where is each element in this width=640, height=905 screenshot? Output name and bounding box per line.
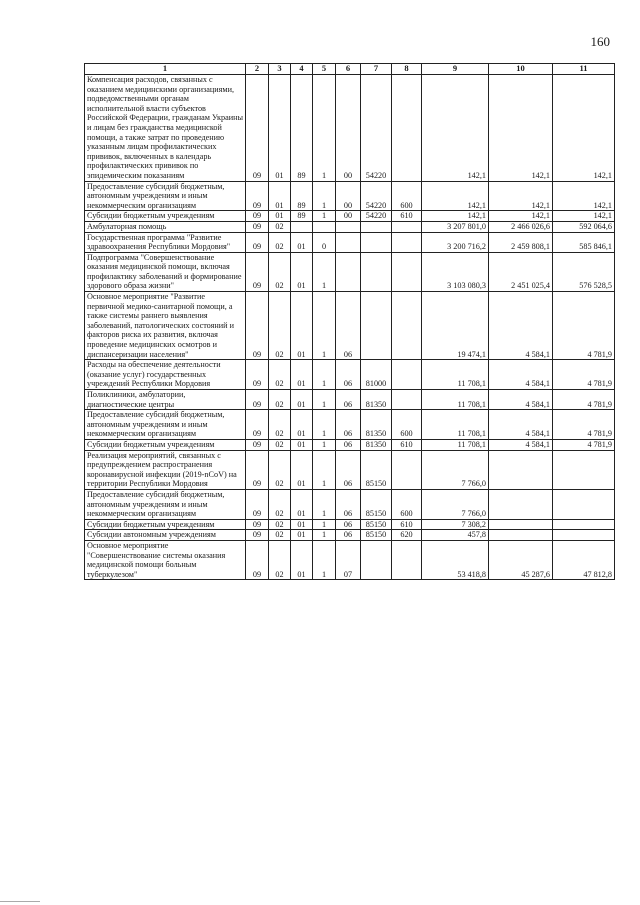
amount-cell: 4 781,9 [553,439,615,450]
code-cell: 1 [313,211,336,222]
amount-cell: 576 528,5 [553,252,615,291]
code-cell: 06 [336,292,361,360]
code-cell: 01 [291,450,313,489]
row-name-cell: Реализация мероприятий, связанных с предупреждением распространения коронавирусной инфекции (2019-nCoV) на территории Республики Мордовия [85,450,246,489]
code-cell: 89 [291,211,313,222]
table-row [85,410,615,440]
table-row [85,530,615,541]
amount-cell: 142,1 [422,75,489,182]
row-name-cell: Расходы на обеспечение деятельности (оказание услуг) государственных учреждений Республики Мордовия [85,360,246,390]
table-row [85,75,615,182]
code-cell: 02 [269,292,291,360]
code-cell: 01 [291,489,313,519]
code-cell: 06 [336,360,361,390]
code-cell [392,232,422,252]
amount-cell [553,519,615,530]
amount-cell: 142,1 [422,181,489,211]
code-cell: 09 [246,540,269,579]
code-cell: 02 [269,232,291,252]
column-header: 10 [489,64,553,75]
code-cell [392,75,422,182]
code-cell: 85150 [361,489,392,519]
amount-cell: 4 781,9 [553,292,615,360]
code-cell: 06 [336,530,361,541]
amount-cell: 53 418,8 [422,540,489,579]
amount-cell: 142,1 [489,75,553,182]
code-cell: 02 [269,489,291,519]
code-cell: 07 [336,540,361,579]
code-cell: 1 [313,410,336,440]
amount-cell: 7 308,2 [422,519,489,530]
code-cell: 06 [336,450,361,489]
budget-table [84,63,615,580]
amount-cell: 2 466 026,6 [489,221,553,232]
code-cell: 54220 [361,181,392,211]
code-cell [291,221,313,232]
code-cell: 1 [313,519,336,530]
table-header-row [85,64,615,75]
code-cell: 01 [291,540,313,579]
code-cell [392,390,422,410]
code-cell: 01 [269,75,291,182]
code-cell: 1 [313,540,336,579]
code-cell: 54220 [361,75,392,182]
column-header: 9 [422,64,489,75]
code-cell: 02 [269,450,291,489]
code-cell: 01 [291,360,313,390]
code-cell: 01 [269,181,291,211]
code-cell: 600 [392,489,422,519]
code-cell: 600 [392,410,422,440]
code-cell: 09 [246,450,269,489]
amount-cell [489,530,553,541]
amount-cell: 47 812,8 [553,540,615,579]
amount-cell: 4 781,9 [553,410,615,440]
column-header: 6 [336,64,361,75]
row-name-cell: Основное мероприятие "Развитие первичной медико-санитарной помощи, а также системы раннего выявления заболеваний, патологических состояний и факторов риска их развития, включая проведение медицинских осмотров и диспансеризации населения" [85,292,246,360]
table-row [85,221,615,232]
row-name-cell: Субсидии бюджетным учреждениям [85,211,246,222]
amount-cell: 142,1 [553,75,615,182]
row-name-cell: Основное мероприятие "Совершенствование системы оказания медицинской помощи больным туберкулезом" [85,540,246,579]
amount-cell: 4 584,1 [489,439,553,450]
code-cell: 09 [246,221,269,232]
amount-cell: 11 708,1 [422,390,489,410]
code-cell: 85150 [361,450,392,489]
amount-cell [489,489,553,519]
table-row [85,519,615,530]
amount-cell [553,450,615,489]
code-cell: 00 [336,75,361,182]
table-row [85,360,615,390]
code-cell [313,221,336,232]
code-cell: 02 [269,360,291,390]
table-row [85,439,615,450]
code-cell: 610 [392,439,422,450]
column-header: 4 [291,64,313,75]
table-row [85,181,615,211]
code-cell: 81350 [361,390,392,410]
table-row [85,292,615,360]
amount-cell [553,530,615,541]
code-cell: 81350 [361,410,392,440]
code-cell: 06 [336,519,361,530]
code-cell: 01 [291,530,313,541]
code-cell: 1 [313,292,336,360]
code-cell: 06 [336,390,361,410]
code-cell [361,232,392,252]
code-cell [392,450,422,489]
amount-cell: 142,1 [489,211,553,222]
code-cell [336,252,361,291]
row-name-cell: Субсидии автономным учреждениям [85,530,246,541]
code-cell: 600 [392,181,422,211]
code-cell: 09 [246,390,269,410]
code-cell: 01 [269,211,291,222]
amount-cell: 4 584,1 [489,410,553,440]
code-cell: 02 [269,252,291,291]
column-header: 5 [313,64,336,75]
code-cell: 09 [246,360,269,390]
amount-cell: 142,1 [553,211,615,222]
code-cell: 09 [246,489,269,519]
row-name-cell: Компенсация расходов, связанных с оказанием медицинскими организациями, подведомственными органам исполнительной власти субъектов Российской Федерации, гражданам Украины и лицам без гражданства медицинской помощи, а также затрат по проведению указанным лицам профилактических прививок, включенных в календарь профилактических прививок по эпидемическим показаниям [85,75,246,182]
code-cell: 09 [246,519,269,530]
code-cell [361,252,392,291]
amount-cell: 2 451 025,4 [489,252,553,291]
row-name-cell: Субсидии бюджетным учреждениям [85,519,246,530]
amount-cell: 4 584,1 [489,292,553,360]
code-cell: 00 [336,181,361,211]
amount-cell: 7 766,0 [422,489,489,519]
code-cell: 1 [313,75,336,182]
code-cell: 02 [269,390,291,410]
code-cell [361,540,392,579]
amount-cell: 142,1 [553,181,615,211]
code-cell: 02 [269,410,291,440]
code-cell: 1 [313,530,336,541]
row-name-cell: Подпрограмма "Совершенствование оказания медицинской помощи, включая профилактику заболеваний и формирование здорового образа жизни" [85,252,246,291]
code-cell: 1 [313,252,336,291]
amount-cell: 592 064,6 [553,221,615,232]
code-cell: 610 [392,211,422,222]
amount-cell: 4 781,9 [553,360,615,390]
code-cell: 09 [246,292,269,360]
code-cell: 06 [336,439,361,450]
column-header: 11 [553,64,615,75]
code-cell: 81000 [361,360,392,390]
amount-cell: 11 708,1 [422,360,489,390]
code-cell: 01 [291,292,313,360]
code-cell: 1 [313,181,336,211]
row-name-cell: Предоставление субсидий бюджетным, автономным учреждениям и иным некоммерческим организациям [85,410,246,440]
code-cell: 02 [269,439,291,450]
code-cell: 09 [246,181,269,211]
code-cell: 09 [246,410,269,440]
amount-cell: 142,1 [422,211,489,222]
table-row [85,252,615,291]
code-cell [392,540,422,579]
column-header: 1 [85,64,246,75]
code-cell: 89 [291,75,313,182]
column-header: 7 [361,64,392,75]
amount-cell: 3 103 080,3 [422,252,489,291]
code-cell: 1 [313,360,336,390]
table-row [85,232,615,252]
amount-cell: 19 474,1 [422,292,489,360]
amount-cell: 11 708,1 [422,410,489,440]
code-cell: 610 [392,519,422,530]
code-cell: 09 [246,530,269,541]
scan-edge-mark [0,901,40,902]
code-cell: 81350 [361,439,392,450]
code-cell: 89 [291,181,313,211]
amount-cell [489,450,553,489]
code-cell: 54220 [361,211,392,222]
row-name-cell: Субсидии бюджетным учреждениям [85,439,246,450]
amount-cell: 45 287,6 [489,540,553,579]
amount-cell [553,489,615,519]
code-cell: 01 [291,252,313,291]
code-cell: 01 [291,390,313,410]
code-cell: 1 [313,450,336,489]
code-cell: 85150 [361,530,392,541]
table-row [85,211,615,222]
code-cell: 09 [246,232,269,252]
row-name-cell: Предоставление субсидий бюджетным, автономным учреждениям и иным некоммерческим организациям [85,181,246,211]
row-name-cell: Предоставление субсидий бюджетным, автономным учреждениям и иным некоммерческим организациям [85,489,246,519]
code-cell: 09 [246,75,269,182]
column-header: 3 [269,64,291,75]
code-cell: 09 [246,252,269,291]
code-cell: 01 [291,519,313,530]
code-cell: 1 [313,489,336,519]
code-cell [392,360,422,390]
column-header: 8 [392,64,422,75]
column-header: 2 [246,64,269,75]
code-cell: 09 [246,439,269,450]
code-cell: 00 [336,211,361,222]
code-cell: 01 [291,439,313,450]
table-row [85,450,615,489]
code-cell: 01 [291,410,313,440]
code-cell [392,292,422,360]
amount-cell: 585 846,1 [553,232,615,252]
code-cell [361,221,392,232]
row-name-cell: Поликлиники, амбулатории, диагностические центры [85,390,246,410]
table-row [85,489,615,519]
code-cell [336,232,361,252]
code-cell: 02 [269,221,291,232]
amount-cell [489,519,553,530]
amount-cell: 3 207 801,0 [422,221,489,232]
code-cell: 06 [336,489,361,519]
code-cell: 02 [269,519,291,530]
amount-cell: 4 584,1 [489,390,553,410]
amount-cell: 11 708,1 [422,439,489,450]
code-cell: 06 [336,410,361,440]
row-name-cell: Государственная программа "Развитие здравоохранения Республики Мордовия" [85,232,246,252]
table-row [85,540,615,579]
page-number: 160 [590,34,610,49]
code-cell [392,252,422,291]
amount-cell: 142,1 [489,181,553,211]
amount-cell: 4 584,1 [489,360,553,390]
code-cell: 1 [313,439,336,450]
code-cell: 02 [269,540,291,579]
amount-cell: 457,8 [422,530,489,541]
row-name-cell: Амбулаторная помощь [85,221,246,232]
table-body [85,75,615,580]
code-cell: 02 [269,530,291,541]
amount-cell: 4 781,9 [553,390,615,410]
code-cell: 01 [291,232,313,252]
table-row [85,390,615,410]
code-cell [392,221,422,232]
amount-cell: 7 766,0 [422,450,489,489]
code-cell: 09 [246,211,269,222]
code-cell: 1 [313,390,336,410]
code-cell: 0 [313,232,336,252]
code-cell [336,221,361,232]
code-cell: 620 [392,530,422,541]
amount-cell: 3 200 716,2 [422,232,489,252]
amount-cell: 2 459 808,1 [489,232,553,252]
code-cell: 85150 [361,519,392,530]
code-cell [361,292,392,360]
